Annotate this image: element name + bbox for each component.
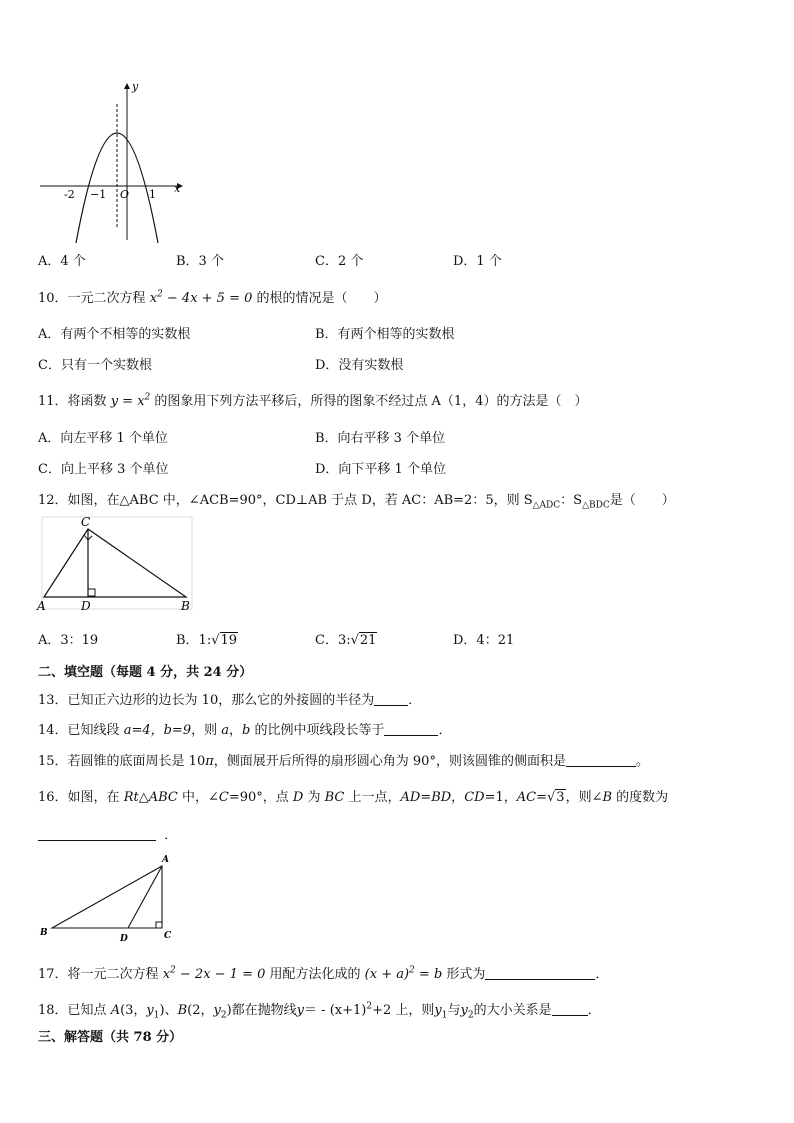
q9-parabola-graph: [36, 78, 186, 243]
q16-t4: C: [218, 790, 229, 805]
q16-t1: 16．如图，在: [38, 790, 124, 805]
q12-option-c-prefix: C．3:: [315, 633, 351, 648]
q14-t7: 的比例中项线段长等于: [250, 723, 385, 738]
label-a: A: [162, 855, 169, 865]
q16-end: ．: [164, 828, 178, 843]
q16-t17: B: [602, 790, 613, 805]
q15-t1: 15．若圆锥的底面周长是 10: [38, 754, 206, 769]
label-c: C: [81, 515, 91, 529]
q15-pi: π: [205, 754, 214, 769]
q16-stem: [38, 786, 668, 805]
q18-t8: y: [213, 1003, 221, 1018]
q9-option-d[interactable]: D．1 个: [453, 254, 502, 269]
q16-t8: BC: [324, 790, 345, 805]
q15-end: 。: [635, 754, 649, 769]
q12-option-d[interactable]: D．4：21: [453, 633, 515, 648]
q16-answer-blank[interactable]: [38, 827, 156, 841]
q11-option-c[interactable]: C．向上平移 3 个单位: [38, 462, 169, 477]
label-a: A: [37, 599, 46, 613]
q18-t3: (3，: [120, 1003, 147, 1018]
q15-t2: ，侧面展开后所得的扇形圆心角为 90°，则该圆锥的侧面积是: [213, 754, 566, 769]
q18-stem: 18．已知点 A(3，$y_1$)、B(2，$y_2$)都在抛物线$y= - (x+1)^2+2$ 上，则$y_1$与$y_2$的大小关系是 ．: [38, 1001, 601, 1021]
q9-option-c[interactable]: C．2 个: [315, 254, 364, 269]
q16-t16: ，则∠: [565, 790, 603, 805]
q15-stem: [38, 750, 649, 769]
q12-option-b[interactable]: [176, 629, 238, 648]
q14-t3: ，则: [191, 723, 222, 738]
q17-t3: 形式为: [442, 967, 486, 982]
origin-label: O: [120, 188, 130, 201]
q18-t4: y: [146, 1003, 154, 1018]
q16-t18: 的度数为: [612, 790, 669, 805]
q18-end: ．: [587, 1003, 601, 1018]
right-angle-c: [156, 922, 162, 928]
q17-stem: [38, 963, 608, 982]
q12-stem-start: 12．如图，在△ABC 中，∠ACB=90°，CD⊥AB 于点 D，若 AC：AB=2：5，则 S: [38, 493, 533, 508]
q16-t5: =90°，点: [228, 790, 293, 805]
q18-t9: )都在抛物线: [226, 1003, 297, 1018]
q10-option-c[interactable]: C．只有一个实数根: [38, 358, 152, 373]
triangle-abc: [44, 529, 186, 597]
q18-t11: ＝ - (x+1): [304, 1003, 367, 1018]
q12-option-b-radicand: 19: [220, 633, 238, 648]
q16-t6: D: [292, 790, 304, 805]
y-axis-label: y: [132, 80, 139, 93]
q10-stem-start: 10．一元二次方程: [38, 291, 150, 306]
q18-t2: A: [110, 1003, 121, 1018]
q12-option-b-prefix: B．1:: [176, 633, 212, 648]
q11-stem: [38, 390, 587, 409]
q10-stem-end: 的根的情况是（ ）: [252, 291, 387, 306]
tick-neg2: -2: [64, 188, 75, 201]
q16-t7: 为: [303, 790, 325, 805]
q17-equation: $x^2 - 2x - 1 = 0$: [162, 965, 266, 982]
q18-answer-blank[interactable]: [552, 1002, 588, 1016]
q14-stem: 14．已知线段 a=4，b=9，则 a，b 的比例中项线段长等于 ．: [38, 723, 452, 738]
q15-answer-blank[interactable]: [566, 753, 636, 767]
q18-t12: +2 上，则: [372, 1003, 435, 1018]
label-b: B: [181, 599, 190, 613]
q10-equation: $x^2 - 4x + 5 = 0$: [149, 289, 253, 306]
q18-t10: y: [296, 1003, 305, 1018]
right-angle-d: [88, 589, 95, 596]
q16-radicand: 3: [556, 790, 565, 805]
figure-frame: [42, 517, 192, 609]
q16-t15: =: [536, 790, 547, 805]
q12-stem-end: 是（ ）: [609, 493, 675, 508]
q18-t14: 与: [447, 1003, 461, 1018]
section-2-heading: 二、填空题（每题 4 分，共 24 分）: [38, 665, 253, 680]
label-d: D: [120, 934, 128, 944]
q11-stem-start: 11．将函数: [38, 394, 111, 409]
q12-option-a[interactable]: A．3：19: [38, 633, 99, 648]
q12-stem: [38, 489, 675, 511]
q14-t5: ，: [229, 723, 243, 738]
q11-option-a[interactable]: A．向左平移 1 个单位: [38, 431, 168, 446]
q16-answer-line: [38, 824, 177, 843]
q18-t16: 的大小关系是: [473, 1003, 552, 1018]
q16-t9: 上一点，: [344, 790, 401, 805]
q12-sub-adc: △ADC: [532, 500, 561, 511]
q10-option-d[interactable]: D．没有实数根: [315, 358, 404, 373]
q18-t15: y: [460, 1003, 468, 1018]
label-d: D: [81, 599, 91, 613]
q10-stem: [38, 287, 387, 306]
q14-t4: a: [221, 723, 229, 738]
q16-t11: ，: [451, 790, 465, 805]
q17-end: ．: [595, 967, 609, 982]
q17-form: $(x + a)^2 = b$: [364, 965, 443, 982]
label-b: B: [40, 928, 48, 938]
q9-option-a[interactable]: A．4 个: [38, 254, 86, 269]
q13-answer-blank[interactable]: [374, 692, 408, 706]
q17-answer-blank[interactable]: [485, 966, 595, 980]
q14-t2: a=4，b=9: [123, 723, 192, 738]
label-c: C: [164, 931, 172, 941]
q12-sub-bdc: △BDC: [582, 500, 610, 511]
q13-stem: 13．已知正六边形的边长为 10，那么它的外接圆的半径为 ．: [38, 693, 422, 708]
q16-triangle-figure: [36, 850, 176, 944]
q18-t6: B: [177, 1003, 188, 1018]
q11-function: $y = x^2$: [110, 392, 151, 409]
q12-option-c[interactable]: [315, 629, 377, 648]
q14-answer-blank[interactable]: [384, 722, 438, 736]
q12-triangle-figure: [36, 515, 196, 615]
q11-option-b[interactable]: B．向右平移 3 个单位: [315, 431, 446, 446]
q18-t5: )、: [159, 1003, 178, 1018]
q9-option-b[interactable]: B．3 个: [176, 254, 224, 269]
q16-t14: AC: [516, 790, 537, 805]
q11-option-d[interactable]: D．向下平移 1 个单位: [315, 462, 446, 477]
q17-t2: 用配方法化成的: [265, 967, 365, 982]
q16-t3: 中，∠: [177, 790, 219, 805]
q10-option-b[interactable]: B．有两个相等的实数根: [315, 327, 455, 342]
q12-stem-mid: ：S: [560, 493, 583, 508]
q18-t1: 18．已知点: [38, 1003, 111, 1018]
tick-1: 1: [149, 188, 156, 201]
q16-t10: AD=BD: [400, 790, 452, 805]
q13-text: 13．已知正六边形的边长为 10，那么它的外接圆的半径为: [38, 693, 375, 708]
q11-stem-end: 的图象用下列方法平移后，所得的图象不经过点 A（1，4）的方法是（ ）: [150, 394, 588, 409]
q17-t1: 17．将一元二次方程: [38, 967, 163, 982]
x-axis-label: x: [174, 182, 181, 195]
sqrt-sign: √: [546, 790, 556, 805]
q16-t13: =1，: [484, 790, 517, 805]
q16-t12: CD: [464, 790, 485, 805]
sqrt-sign: √: [350, 633, 359, 648]
q12-option-c-radicand: 21: [359, 633, 377, 648]
q14-t1: 14．已知线段: [38, 723, 124, 738]
q14-t6: b: [242, 723, 251, 738]
section-3-heading: 三、解答题（共 78 分）: [38, 1030, 183, 1045]
q10-option-a[interactable]: A．有两个不相等的实数根: [38, 327, 191, 342]
sqrt-sign: √: [211, 633, 220, 648]
q18-t13: y: [434, 1003, 442, 1018]
q18-t7: (2，: [187, 1003, 214, 1018]
tick-neg1: −1: [90, 188, 107, 201]
q16-t2: Rt△ABC: [123, 790, 178, 805]
